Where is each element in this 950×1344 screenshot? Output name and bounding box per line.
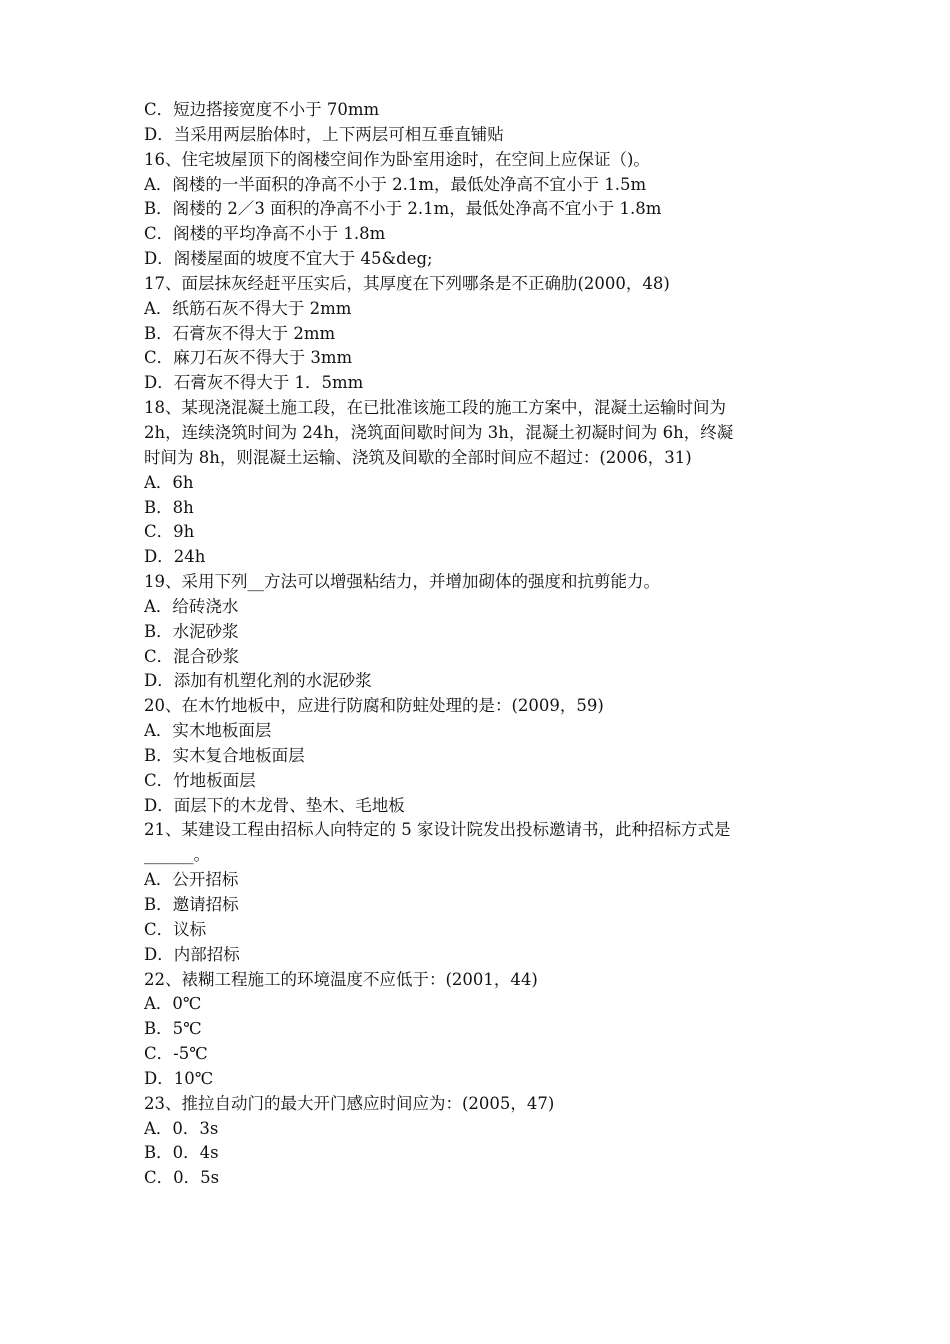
option-line: C．阁楼的平均净高不小于 1.8m bbox=[144, 224, 386, 244]
option-line: D．10℃ bbox=[144, 1068, 214, 1088]
question-line: 23、推拉自动门的最大开门感应时间应为：(2005，47) bbox=[144, 1093, 555, 1113]
option-line: C．9h bbox=[144, 522, 195, 542]
question-line: 21、某建设工程由招标人向特定的 5 家设计院发出投标邀请书，此种招标方式是 bbox=[144, 820, 731, 840]
option-line: D．面层下的木龙骨、垫木、毛地板 bbox=[144, 795, 405, 815]
option-line: A．阁楼的一半面积的净高不小于 2.1m，最低处净高不宜小于 1.5m bbox=[144, 174, 647, 194]
option-line: D．内部招标 bbox=[144, 944, 240, 964]
option-line: D．阁楼屋面的坡度不宜大于 45&deg; bbox=[144, 249, 433, 269]
option-line: D．添加有机塑化剂的水泥砂浆 bbox=[144, 671, 372, 691]
document-page bbox=[144, 98, 814, 1191]
option-line: B．0．4s bbox=[144, 1143, 219, 1163]
option-line: B．实木复合地板面层 bbox=[144, 745, 305, 765]
option-line: C．-5℃ bbox=[144, 1044, 208, 1064]
option-line: C．议标 bbox=[144, 919, 207, 939]
option-line: A．实木地板面层 bbox=[144, 721, 272, 741]
option-line: C．短边搭接宽度不小于 70mm bbox=[144, 100, 380, 119]
option-line: C．混合砂浆 bbox=[144, 646, 240, 666]
option-line: A．0℃ bbox=[144, 994, 202, 1014]
option-line: C．0．5s bbox=[144, 1168, 220, 1188]
option-line: B．8h bbox=[144, 497, 194, 517]
question-line: 16、住宅坡屋顶下的阁楼空间作为卧室用途时，在空间上应保证（)。 bbox=[144, 149, 650, 169]
question-line: 时间为 8h，则混凝土运输、浇筑及间歇的全部时间应不超过：(2006，31) bbox=[144, 447, 692, 467]
option-line: A．0．3s bbox=[144, 1118, 219, 1138]
option-line: C．麻刀石灰不得大于 3mm bbox=[144, 348, 353, 368]
option-line: B．石膏灰不得大于 2mm bbox=[144, 323, 336, 343]
question-line: ______。 bbox=[144, 845, 210, 865]
option-line: B．邀请招标 bbox=[144, 895, 239, 914]
option-line: B．阁楼的 2／3 面积的净高不小于 2.1m，最低处净高不宜小于 1.8m bbox=[144, 199, 662, 219]
question-line: 18、某现浇混凝土施工段，在已批准该施工段的施工方案中，混凝土运输时间为 bbox=[144, 398, 726, 418]
option-line: D．当采用两层胎体时，上下两层可相互垂直铺贴 bbox=[144, 124, 504, 144]
option-line: D．石膏灰不得大于 1．5mm bbox=[144, 373, 364, 393]
question-line: 17、面层抹灰经赶平压实后，其厚度在下列哪条是不正确肋(2000，48) bbox=[144, 273, 670, 293]
option-line: A．给砖浇水 bbox=[144, 596, 239, 616]
option-line: A．6h bbox=[144, 472, 194, 492]
option-line: A．公开招标 bbox=[144, 870, 239, 890]
option-line: B．水泥砂浆 bbox=[144, 621, 239, 641]
option-line: D．24h bbox=[144, 547, 206, 567]
question-line: 19、采用下列__方法可以增强粘结力，并增加砌体的强度和抗剪能力。 bbox=[144, 572, 660, 592]
option-line: A．纸筋石灰不得大于 2mm bbox=[144, 298, 352, 318]
question-line: 20、在木竹地板中，应进行防腐和防蛀处理的是：(2009，59) bbox=[144, 696, 604, 716]
question-line: 2h，连续浇筑时间为 24h，浇筑面间歇时间为 3h，混凝土初凝时间为 6h，终凝 bbox=[144, 422, 734, 442]
option-line: B．5℃ bbox=[144, 1019, 202, 1039]
question-line: 22、裱糊工程施工的环境温度不应低于：(2001，44) bbox=[144, 969, 538, 989]
option-line: C．竹地板面层 bbox=[144, 770, 256, 790]
